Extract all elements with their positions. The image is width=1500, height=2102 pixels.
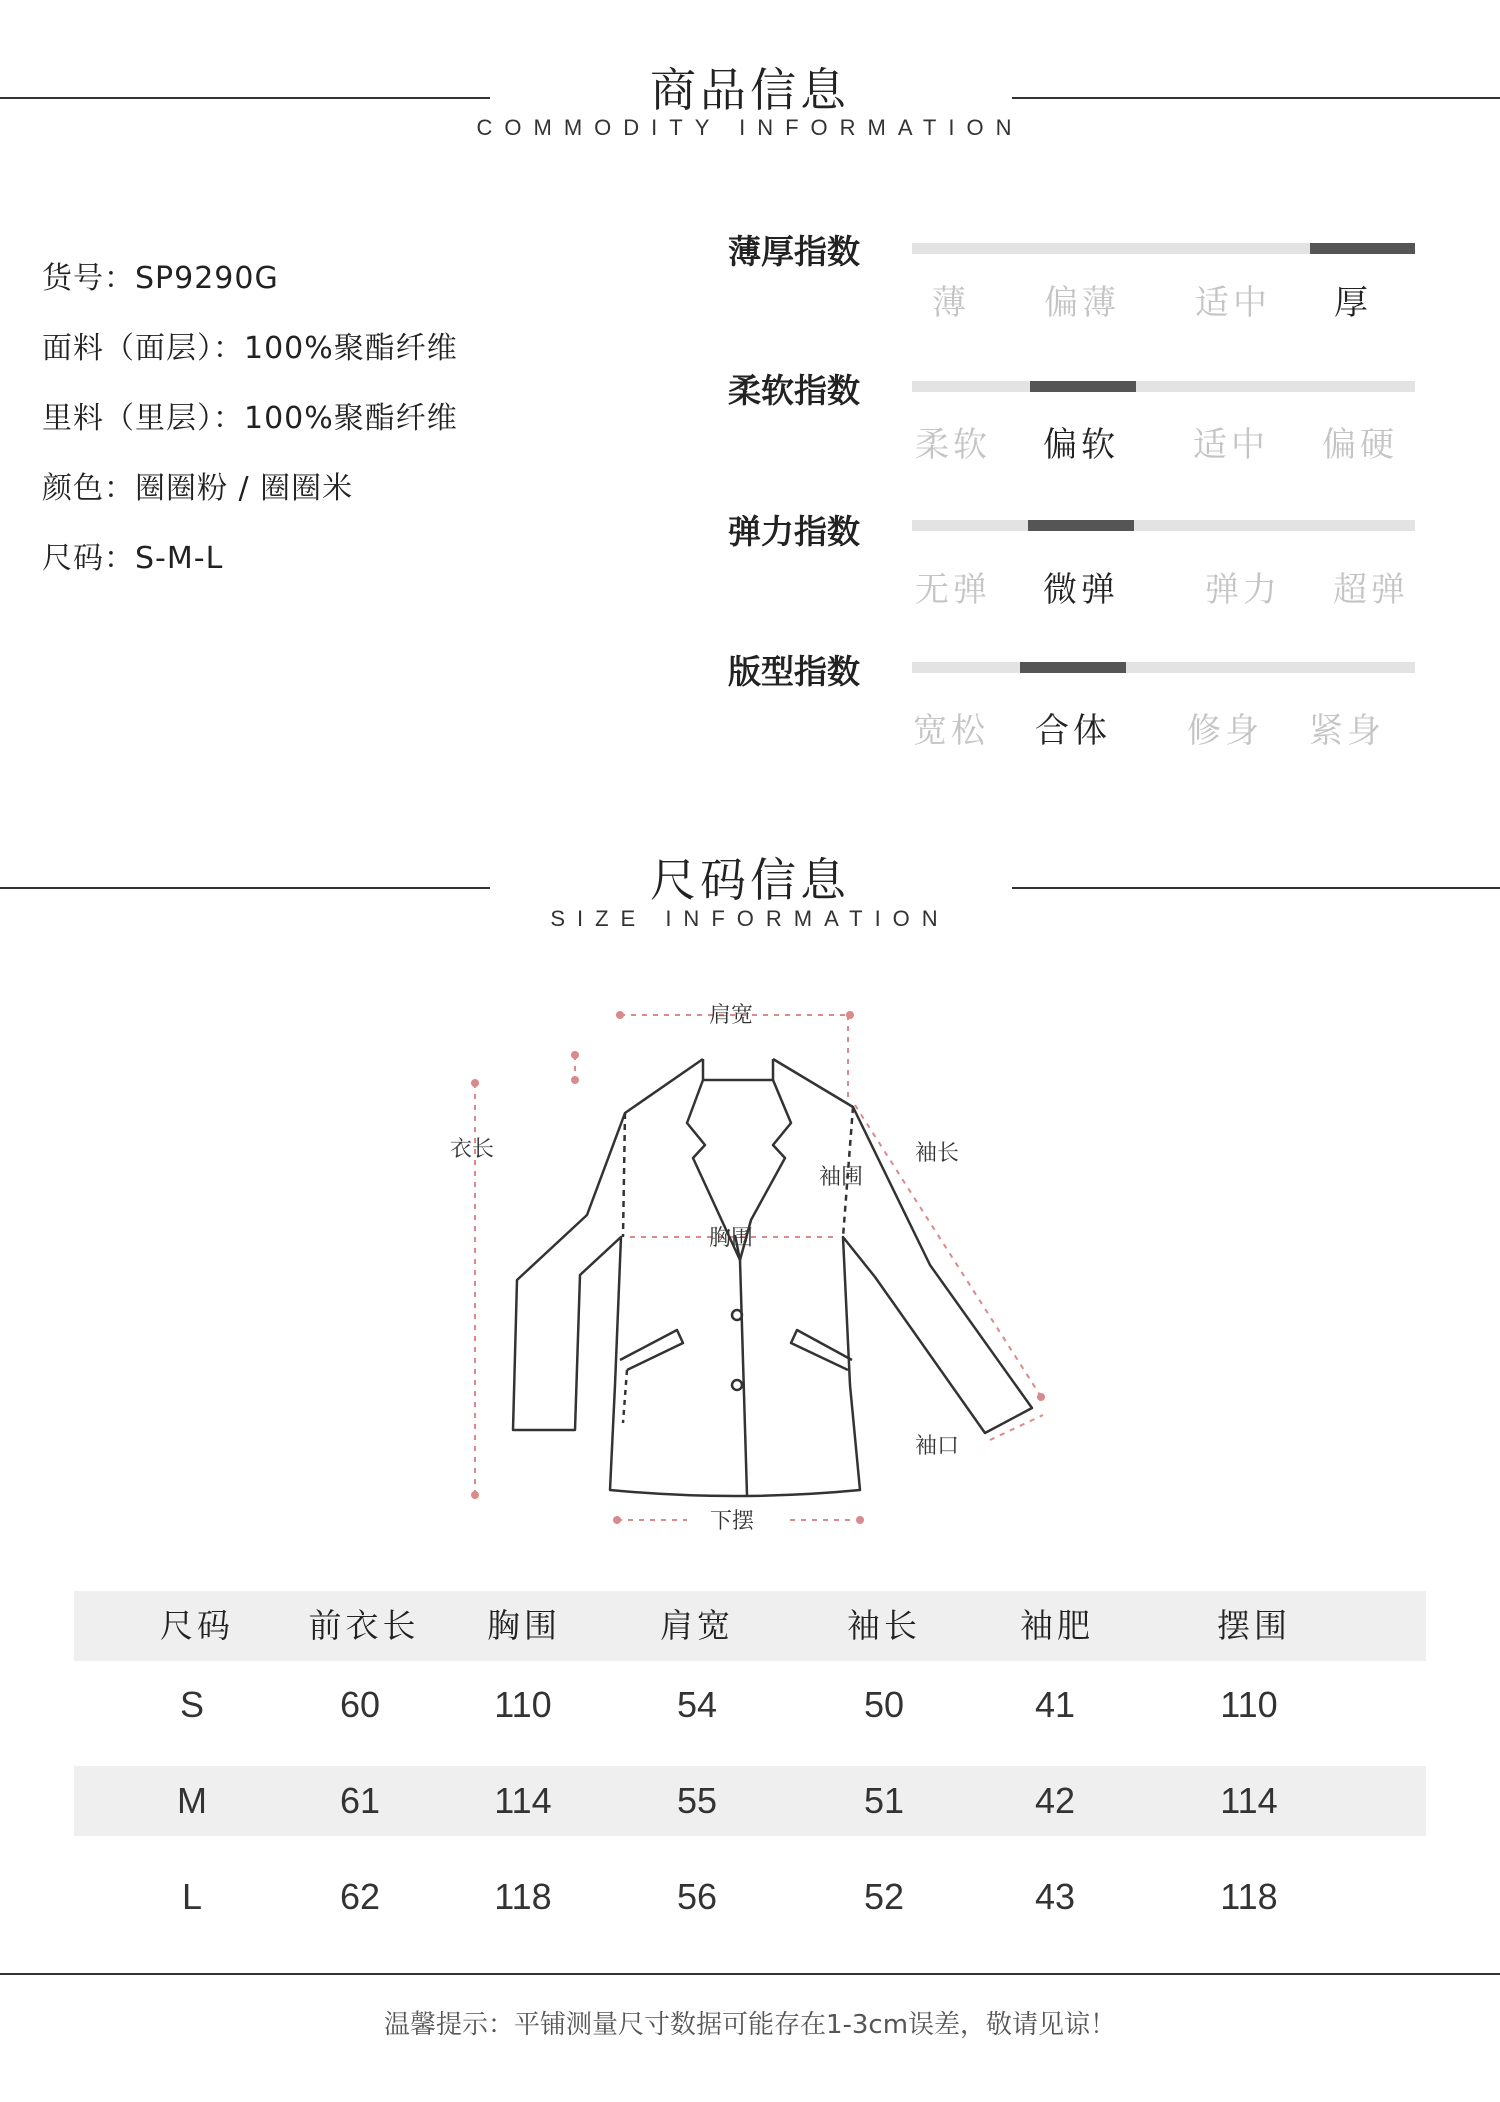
table-header-cell: 尺码 — [160, 1606, 234, 1645]
table-header-cell: 胸围 — [487, 1606, 561, 1645]
jacket-outline — [513, 1059, 1032, 1496]
commodity-title: 商品信息 — [650, 63, 850, 117]
info-lining: 里料（里层）：100%聚酯纤维 — [42, 401, 458, 436]
table-cell: 60 — [339, 1684, 381, 1725]
commodity-subtitle: COMMODITY INFORMATION — [476, 115, 1024, 140]
table-cell: 52 — [863, 1876, 905, 1917]
table-header-cell: 摆围 — [1217, 1606, 1291, 1645]
index-track — [912, 243, 1415, 254]
table-row — [74, 1670, 1426, 1740]
table-cell: S — [179, 1684, 204, 1725]
table-cell: 55 — [676, 1780, 718, 1821]
table-cell: 62 — [339, 1876, 381, 1917]
index-option: 偏硬 — [1322, 425, 1398, 465]
table-cell: L — [181, 1876, 203, 1917]
index-track — [912, 381, 1415, 392]
label-hem: 下摆 — [710, 1509, 755, 1534]
index-option: 无弹 — [915, 570, 991, 610]
index-option: 超弹 — [1333, 570, 1409, 610]
table-row — [74, 1862, 1426, 1932]
table-cell: 110 — [494, 1684, 552, 1725]
label-sleeve-length: 袖长 — [915, 1141, 960, 1166]
index-fill — [1020, 662, 1126, 673]
blazer-illustration — [450, 975, 1055, 1555]
footer-rule — [0, 1973, 1500, 1975]
table-cell: 50 — [863, 1684, 905, 1725]
table-header-cell: 肩宽 — [660, 1606, 734, 1645]
table-header-cell: 袖长 — [847, 1606, 921, 1645]
label-sleeve-girth: 袖围 — [819, 1165, 864, 1190]
index-track — [912, 520, 1415, 531]
index-fill — [1310, 243, 1415, 254]
table-cell: 110 — [1220, 1684, 1278, 1725]
index-label: 薄厚指数 — [728, 232, 860, 271]
index-label: 弹力指数 — [728, 512, 860, 551]
label-cuff: 袖口 — [915, 1434, 960, 1459]
info-size: 尺码：S-M-L — [42, 541, 224, 576]
table-row — [74, 1766, 1426, 1836]
index-option: 适中 — [1193, 425, 1269, 465]
index-fill — [1028, 520, 1134, 531]
table-header-row — [74, 1591, 1426, 1661]
table-cell: 114 — [1220, 1780, 1278, 1821]
index-option: 弹力 — [1205, 570, 1281, 610]
table-cell: 114 — [494, 1780, 552, 1821]
index-option: 适中 — [1195, 283, 1271, 323]
index-option-selected: 合体 — [1035, 711, 1111, 751]
index-option: 薄 — [932, 283, 970, 323]
table-cell: 61 — [339, 1780, 381, 1821]
index-label: 版型指数 — [728, 652, 860, 691]
label-shoulder: 肩宽 — [709, 1003, 754, 1028]
table-cell: M — [177, 1780, 207, 1821]
table-cell: 42 — [1034, 1780, 1076, 1821]
table-cell: 56 — [676, 1876, 718, 1917]
index-option: 修身 — [1187, 711, 1263, 751]
garment-diagram — [450, 975, 1055, 1555]
index-option-selected: 偏软 — [1043, 425, 1119, 465]
label-chest: 胸围 — [709, 1226, 754, 1251]
info-fabric: 面料（面层）：100%聚酯纤维 — [42, 331, 458, 366]
size-title: 尺码信息 — [650, 853, 850, 907]
size-subtitle: SIZE INFORMATION — [550, 906, 950, 931]
table-cell: 43 — [1034, 1876, 1076, 1917]
index-option: 柔软 — [915, 425, 991, 465]
table-cell: 54 — [676, 1684, 718, 1725]
table-cell: 41 — [1034, 1684, 1076, 1725]
table-header-cell: 前衣长 — [308, 1606, 420, 1645]
index-option: 宽松 — [913, 711, 989, 751]
table-header-cell: 袖肥 — [1020, 1606, 1094, 1645]
index-option: 紧身 — [1309, 711, 1385, 751]
table-cell: 118 — [1220, 1876, 1278, 1917]
index-track — [912, 662, 1415, 673]
info-sku: 货号：SP9290G — [42, 261, 279, 296]
label-length: 衣长 — [450, 1137, 495, 1162]
index-option-selected: 微弹 — [1043, 570, 1119, 610]
index-option: 偏薄 — [1044, 283, 1120, 323]
footer-note: 温馨提示：平铺测量尺寸数据可能存在1-3cm误差，敬请见谅！ — [383, 2010, 1117, 2040]
info-color: 颜色：圈圈粉 / 圈圈米 — [42, 471, 354, 506]
index-label: 柔软指数 — [728, 371, 860, 410]
index-option-selected: 厚 — [1334, 283, 1372, 323]
index-fill — [1030, 381, 1136, 392]
table-cell: 118 — [494, 1876, 552, 1917]
table-cell: 51 — [863, 1780, 905, 1821]
